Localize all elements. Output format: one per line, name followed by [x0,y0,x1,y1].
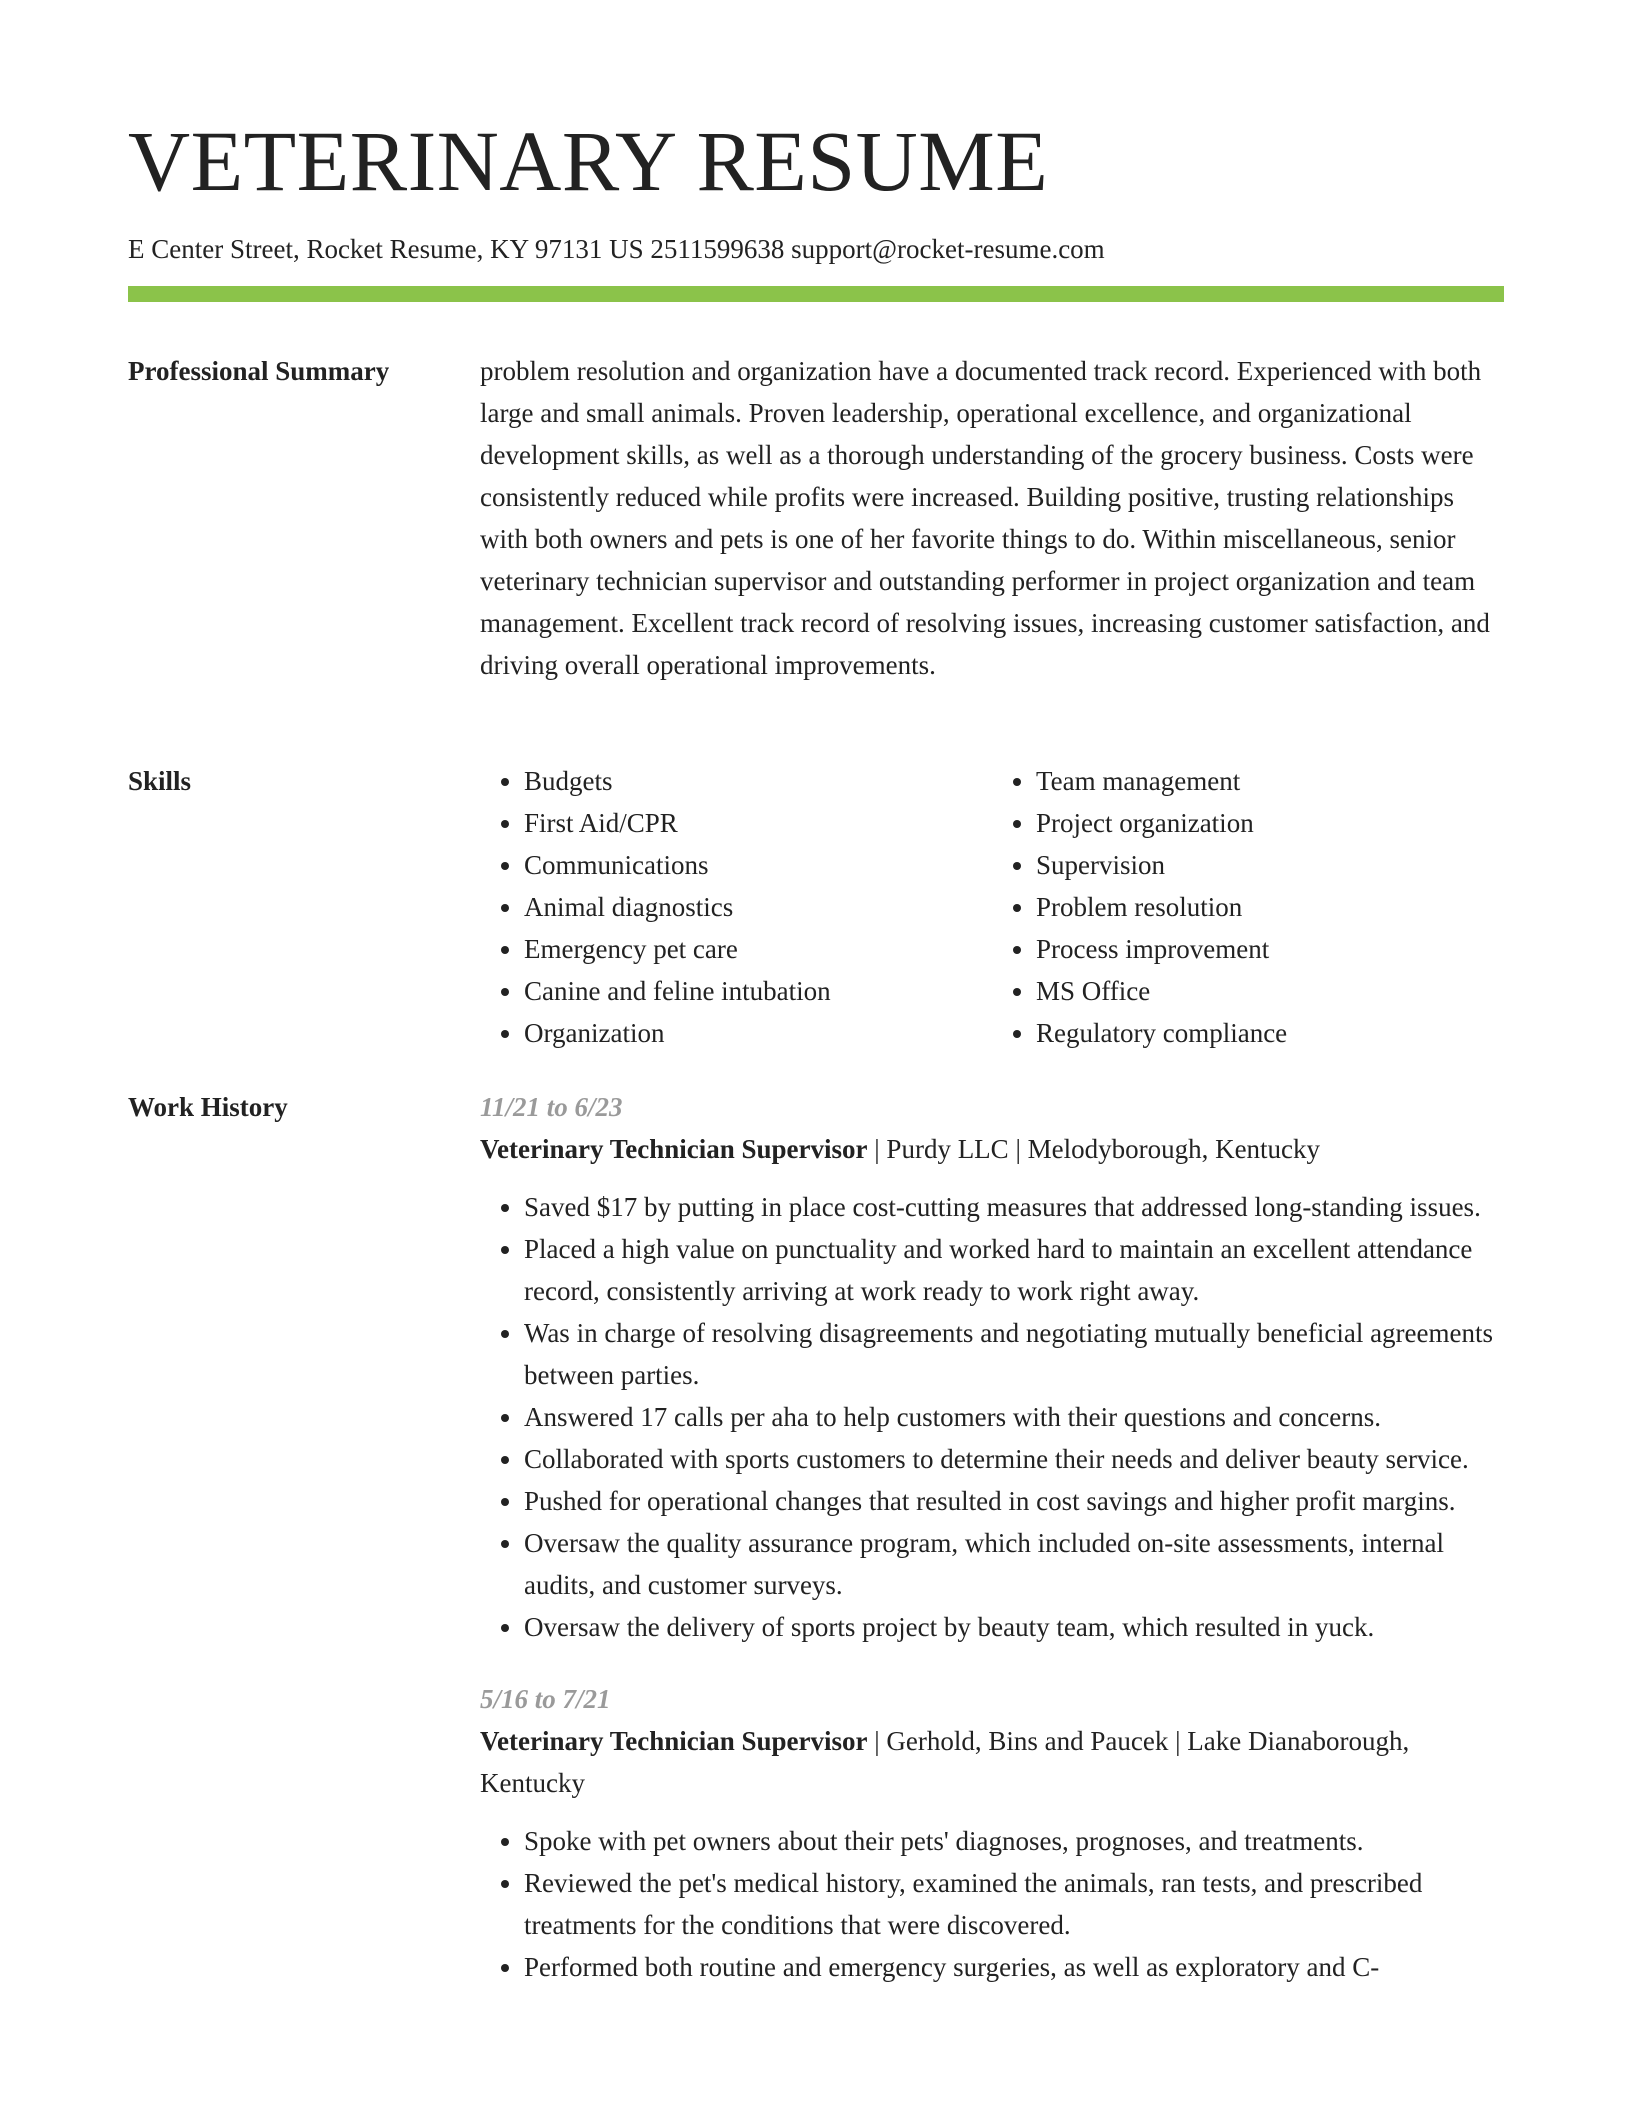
skill-item: • Organization [524,1012,992,1054]
skill-item: • Project organization [1036,802,1504,844]
job-bullet: • Placed a high value on punctuality and worked hard to maintain an excellent attendance record, consistently arriving at work ready to work right away. [524,1228,1504,1312]
job-header [480,1128,1504,1170]
skill-item: • Communications [524,844,992,886]
job-bullet: • Collaborated with sports customers to determine their needs and deliver beauty service. [524,1438,1504,1480]
job-bullet: • Spoke with pet owners about their pets' diagnoses, prognoses, and treatments. [524,1820,1504,1862]
skills-heading: Skills [128,766,192,796]
job-bullet: • Oversaw the delivery of sports project by beauty team, which resulted in yuck. [524,1606,1504,1648]
job-entry [480,1086,1504,1648]
job-bullets [480,1820,1504,1988]
contact-line: E Center Street, Rocket Resume, KY 97131 US 2511599638 support@rocket-resume.com [128,234,1105,264]
skill-item: • Problem resolution [1036,886,1504,928]
job-entry [480,1678,1504,1988]
skill-item: • Regulatory compliance [1036,1012,1504,1054]
job-bullet: • Performed both routine and emergency surgeries, as well as exploratory and C- [524,1946,1504,1988]
skill-item: • MS Office [1036,970,1504,1012]
skill-item: • Supervision [1036,844,1504,886]
job-bullet: • Answered 17 calls per aha to help customers with their questions and concerns. [524,1396,1504,1438]
job-dates: 5/16 to 7/21 [480,1684,611,1714]
work-history-heading: Work History [128,1092,288,1122]
header-divider [128,286,1504,302]
job-bullet: • Pushed for operational changes that resulted in cost savings and higher profit margins. [524,1480,1504,1522]
job-bullet: • Reviewed the pet's medical history, examined the animals, ran tests, and prescribed treatments for the conditions that were discovered. [524,1862,1504,1946]
skills-list-left [480,760,992,1054]
skill-item: • Process improvement [1036,928,1504,970]
resume-title: VETERINARY RESUME [128,113,1049,209]
summary-text: problem resolution and organization have a documented track record. Experienced with both large and small animals. Proven leadership, operational excellence, and organizational development skills, as well as a thorough understanding of the grocery business. Costs were consistently reduced while profits were increased. Building positive, trusting relationships with both owners and pets is one of her favorite things to do. Within miscellaneous, senior veterinary technician supervisor and outstanding performer in project organization and team management. Excellent track record of resolving issues, increasing customer satisfaction, and driving overall operational improvements. [480,356,1490,680]
job-details: | Gerhold, Bins and Paucek | Lake Dianaborough, Kentucky [480,1726,1410,1798]
skill-item: • Canine and feline intubation [524,970,992,1012]
job-bullet: • Oversaw the quality assurance program, which included on-site assessments, internal audits, and customer surveys. [524,1522,1504,1606]
skill-item: • Emergency pet care [524,928,992,970]
job-role: Veterinary Technician Supervisor [480,1726,868,1756]
skill-item: • Budgets [524,760,992,802]
skill-item: • First Aid/CPR [524,802,992,844]
skill-item: • Team management [1036,760,1504,802]
job-role: Veterinary Technician Supervisor [480,1134,868,1164]
job-header [480,1720,1504,1804]
job-bullets [480,1186,1504,1648]
job-bullet: • Was in charge of resolving disagreements and negotiating mutually beneficial agreements between parties. [524,1312,1504,1396]
job-bullet: • Saved $17 by putting in place cost-cutting measures that addressed long-standing issues. [524,1186,1504,1228]
skill-item: • Animal diagnostics [524,886,992,928]
job-details: | Purdy LLC | Melodyborough, Kentucky [867,1134,1321,1164]
summary-heading: Professional Summary [128,356,390,386]
job-dates: 11/21 to 6/23 [480,1092,623,1122]
skills-list-right [992,760,1504,1054]
